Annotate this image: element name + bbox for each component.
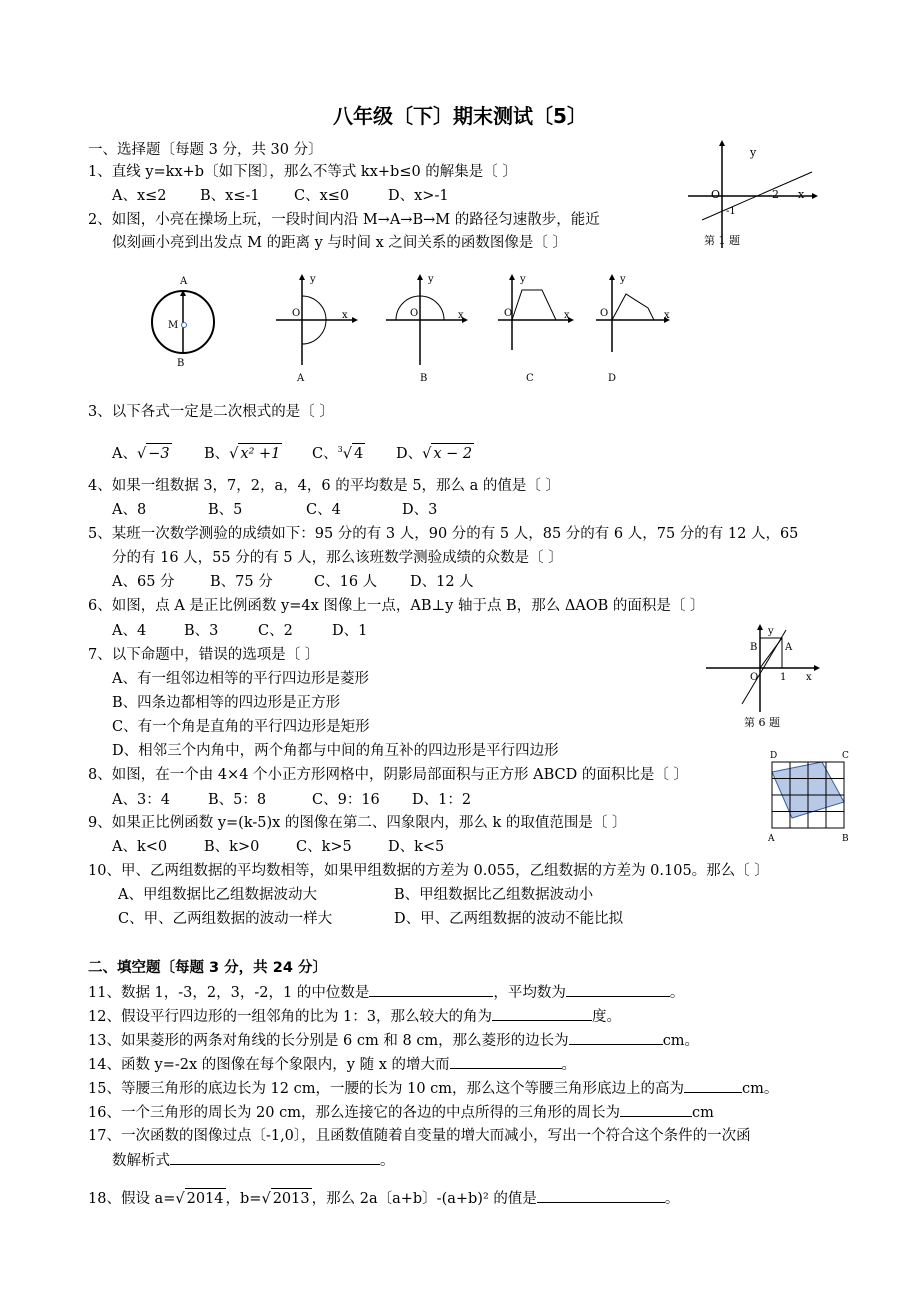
q8-options xyxy=(112,790,471,810)
q8-text: 8、如图，在一个由 4×4 个小正方形网格中，阴影局部面积与正方形 ABCD 的面积比是〔 〕 xyxy=(88,767,688,783)
q4-option-a: A、8 xyxy=(112,502,147,518)
q12-blank[interactable] xyxy=(492,1006,592,1021)
q2-graph-d xyxy=(592,270,682,386)
q6-figure xyxy=(702,620,826,732)
q2-graph-d-label: D xyxy=(608,373,617,384)
q9-option-a: A、k<0 xyxy=(112,839,168,855)
q15-blank[interactable] xyxy=(684,1078,742,1093)
q2-line2: 似刻画小亮到出发点 M 的距离 y 与时间 x 之间关系的函数图像是〔 〕 xyxy=(112,235,567,251)
q13: 13、如果菱形的两条对角线的长分别是 6 cm 和 8 cm，那么菱形的边长为 cm。 xyxy=(88,1030,699,1051)
q1-label-x: x xyxy=(798,188,805,201)
q3-option-d: D、√ x − 2 xyxy=(396,443,474,464)
q4-option-d: D、3 xyxy=(402,502,438,518)
q1-text: 1、直线 y=kx+b〔如下图〕，那么不等式 kx+b≤0 的解集是〔 〕 xyxy=(88,164,517,180)
q6-label-b: B xyxy=(750,642,758,653)
q1-label-2: 2 xyxy=(772,188,779,201)
q4-options xyxy=(112,500,437,520)
q1-caption: 第 1 题 xyxy=(704,234,740,247)
q2-circle-figure xyxy=(140,270,230,370)
q6-option-b: B、3 xyxy=(184,623,219,639)
q6-option-c: C、2 xyxy=(258,623,293,639)
q6-option-a: A、4 xyxy=(112,623,147,639)
q7-option-c: C、有一个角是直角的平行四边形是矩形 xyxy=(112,719,370,735)
q2-graph-b-x: x xyxy=(458,310,464,321)
q1-option-b: B、x≤-1 xyxy=(200,188,260,204)
q18: 18、假设 a=√ 2014 ，b=√ 2013 ，那么 2a〔a+b〕-(a+b)² 的值是 。 xyxy=(88,1188,679,1209)
q2-graph-b-y: y xyxy=(428,274,434,285)
q8-option-b: B、5：8 xyxy=(208,792,267,808)
q2-graph-c-y: y xyxy=(520,274,526,285)
q2-label-a: A xyxy=(180,276,188,287)
q2-graph-b-label: B xyxy=(420,373,428,384)
q2-label-b: B xyxy=(177,358,185,369)
q5-option-a: A、65 分 xyxy=(112,574,175,590)
q5-line2: 分的有 16 人，55 分的有 5 人，那么该班数学测验成绩的众数是〔 〕 xyxy=(112,550,563,566)
q11: 11、数据 1，-3，2，3，-2，1 的中位数是 ，平均数为 。 xyxy=(88,982,684,1003)
q6-text: 6、如图，点 A 是正比例函数 y=4x 图像上一点，AB⊥y 轴于点 B，那么 ΔAOB 的面积是〔 〕 xyxy=(88,598,705,614)
q9-option-b: B、k>0 xyxy=(204,839,260,855)
q2-graph-a xyxy=(272,270,362,386)
q2-graph-d-o: O xyxy=(600,308,609,319)
q8-label-c: C xyxy=(842,751,849,761)
q6-label-o: O xyxy=(750,672,759,683)
q14-blank[interactable] xyxy=(450,1054,562,1069)
q2-label-m: M xyxy=(168,320,179,331)
q11-blank-1[interactable] xyxy=(369,982,493,997)
q3-option-c: C、$^3$√ 4 xyxy=(312,440,396,464)
q10-option-a: A、甲组数据比乙组数据波动大 xyxy=(118,887,317,903)
q3-option-a: A、√ −3 xyxy=(112,443,204,464)
q6-options xyxy=(112,621,367,641)
q17-line1: 17、一次函数的图像过点〔-1,0〕，且函数值随着自变量的增大而减小，写出一个符合这个条件的一次函 xyxy=(88,1128,751,1144)
q10-options-row2 xyxy=(118,909,623,929)
q7-option-b: B、四条边都相等的四边形是正方形 xyxy=(112,695,341,711)
q2-graph-c xyxy=(494,270,584,386)
q9-text: 9、如果正比例函数 y=(k-5)x 的图像在第二、四象限内，那么 k 的取值范围是〔 〕 xyxy=(88,815,627,831)
q16: 16、一个三角形的周长为 20 cm，那么连接它的各边的中点所得的三角形的周长为 cm xyxy=(88,1102,714,1123)
q6-label-y: y xyxy=(768,626,774,637)
q8-label-b: B xyxy=(842,834,849,844)
q5-line1: 5、某班一次数学测验的成绩如下：95 分的有 3 人，90 分的有 5 人，85 分的有 6 人，75 分的有 12 人，65 xyxy=(88,526,799,542)
q2-graph-c-label: C xyxy=(526,373,534,384)
q17-blank[interactable] xyxy=(170,1150,380,1165)
q1-option-d: D、x>-1 xyxy=(388,188,449,204)
q8-label-d: D xyxy=(770,751,778,761)
q3-options xyxy=(112,440,474,464)
q6-label-a: A xyxy=(785,642,793,653)
q17-line2: 数解析式 。 xyxy=(112,1150,395,1171)
q2-graph-b xyxy=(382,270,472,386)
q6-label-1: 1 xyxy=(780,672,787,683)
q2-graph-c-o: O xyxy=(504,308,513,319)
q2-graph-a-y: y xyxy=(310,274,316,285)
q4-text: 4、如果一组数据 3，7，2，a，4，6 的平均数是 5，那么 a 的值是〔 〕 xyxy=(88,478,561,494)
q1-figure xyxy=(680,136,820,252)
q1-label-o: O xyxy=(711,188,721,201)
q2-point-m xyxy=(182,323,187,328)
q1-label-y: y xyxy=(750,146,757,159)
q2-graph-b-o: O xyxy=(410,308,419,319)
q6-option-d: D、1 xyxy=(332,623,368,639)
q2-graph-a-label: A xyxy=(297,373,305,384)
q10-option-c: C、甲、乙两组数据的波动一样大 xyxy=(118,911,333,927)
q5-option-d: D、12 人 xyxy=(410,574,474,590)
q13-blank[interactable] xyxy=(569,1030,663,1045)
q6-label-x: x xyxy=(806,672,812,683)
q8-label-a: A xyxy=(768,834,775,844)
q9-options xyxy=(112,837,444,857)
q10-option-d: D、甲、乙两组数据的波动不能比拟 xyxy=(394,911,624,927)
q9-option-c: C、k>5 xyxy=(296,839,352,855)
q14: 14、函数 y=-2x 的图像在每个象限内，y 随 x 的增大而 。 xyxy=(88,1054,576,1075)
q10-options-row1 xyxy=(118,885,593,905)
q10-text: 10、甲、乙两组数据的平均数相等，如果甲组数据的方差为 0.055，乙组数据的方差为 0.105。那么〔 〕 xyxy=(88,863,769,879)
q10-option-b: B、甲组数据比乙组数据波动小 xyxy=(394,887,594,903)
q5-option-b: B、75 分 xyxy=(210,574,273,590)
q5-options xyxy=(112,572,474,592)
q1-option-a: A、x≤2 xyxy=(112,188,167,204)
q7-option-a: A、有一组邻边相等的平行四边形是菱形 xyxy=(112,671,369,687)
q18-blank[interactable] xyxy=(537,1188,665,1203)
q9-option-d: D、k<5 xyxy=(388,839,445,855)
q15: 15、等腰三角形的底边长为 12 cm，一腰的长为 10 cm，那么这个等腰三角形底边上的高为 cm。 xyxy=(88,1078,778,1099)
q4-option-b: B、5 xyxy=(208,502,243,518)
q1-label-neg1: -1 xyxy=(726,206,736,217)
q8-option-a: A、3：4 xyxy=(112,792,170,808)
q4-option-c: C、4 xyxy=(306,502,341,518)
q2-graph-a-x: x xyxy=(342,310,348,321)
q6-caption: 第 6 题 xyxy=(744,716,780,729)
section1-heading: 一、选择题〔每题 3 分，共 30 分〕 xyxy=(88,142,323,158)
q2-graph-d-x: x xyxy=(664,310,670,321)
q3-option-b: B、√ x² +1 xyxy=(204,443,312,464)
q7-option-d: D、相邻三个内角中，两个角都与中间的角互补的四边形是平行四边形 xyxy=(112,743,559,759)
q8-option-d: D、1：2 xyxy=(412,792,472,808)
q2-graph-a-o: O xyxy=(292,308,301,319)
q8-figure xyxy=(762,744,858,846)
q7-text: 7、以下命题中，错误的选项是〔 〕 xyxy=(88,647,320,663)
q11-blank-2[interactable] xyxy=(566,982,670,997)
q3-text: 3、以下各式一定是二次根式的是〔 〕 xyxy=(88,404,334,420)
q2-graph-c-x: x xyxy=(564,310,570,321)
q16-blank[interactable] xyxy=(620,1102,692,1117)
q12: 12、假设平行四边形的一组邻角的比为 1：3，那么较大的角为 度。 xyxy=(88,1006,621,1027)
section2-heading: 二、填空题〔每题 3 分，共 24 分〕 xyxy=(88,960,327,976)
q2-graph-d-y: y xyxy=(620,274,626,285)
q2-line1: 2、如图，小亮在操场上玩，一段时间内沿 M→A→B→M 的路径匀速散步，能近 xyxy=(88,212,600,228)
q8-option-c: C、9：16 xyxy=(312,792,380,808)
q5-option-c: C、16 人 xyxy=(314,574,378,590)
q1-options xyxy=(112,186,449,206)
page-title: 八年级〔下〕期末测试〔5〕 xyxy=(333,104,587,128)
q1-option-c: C、x≤0 xyxy=(294,188,350,204)
